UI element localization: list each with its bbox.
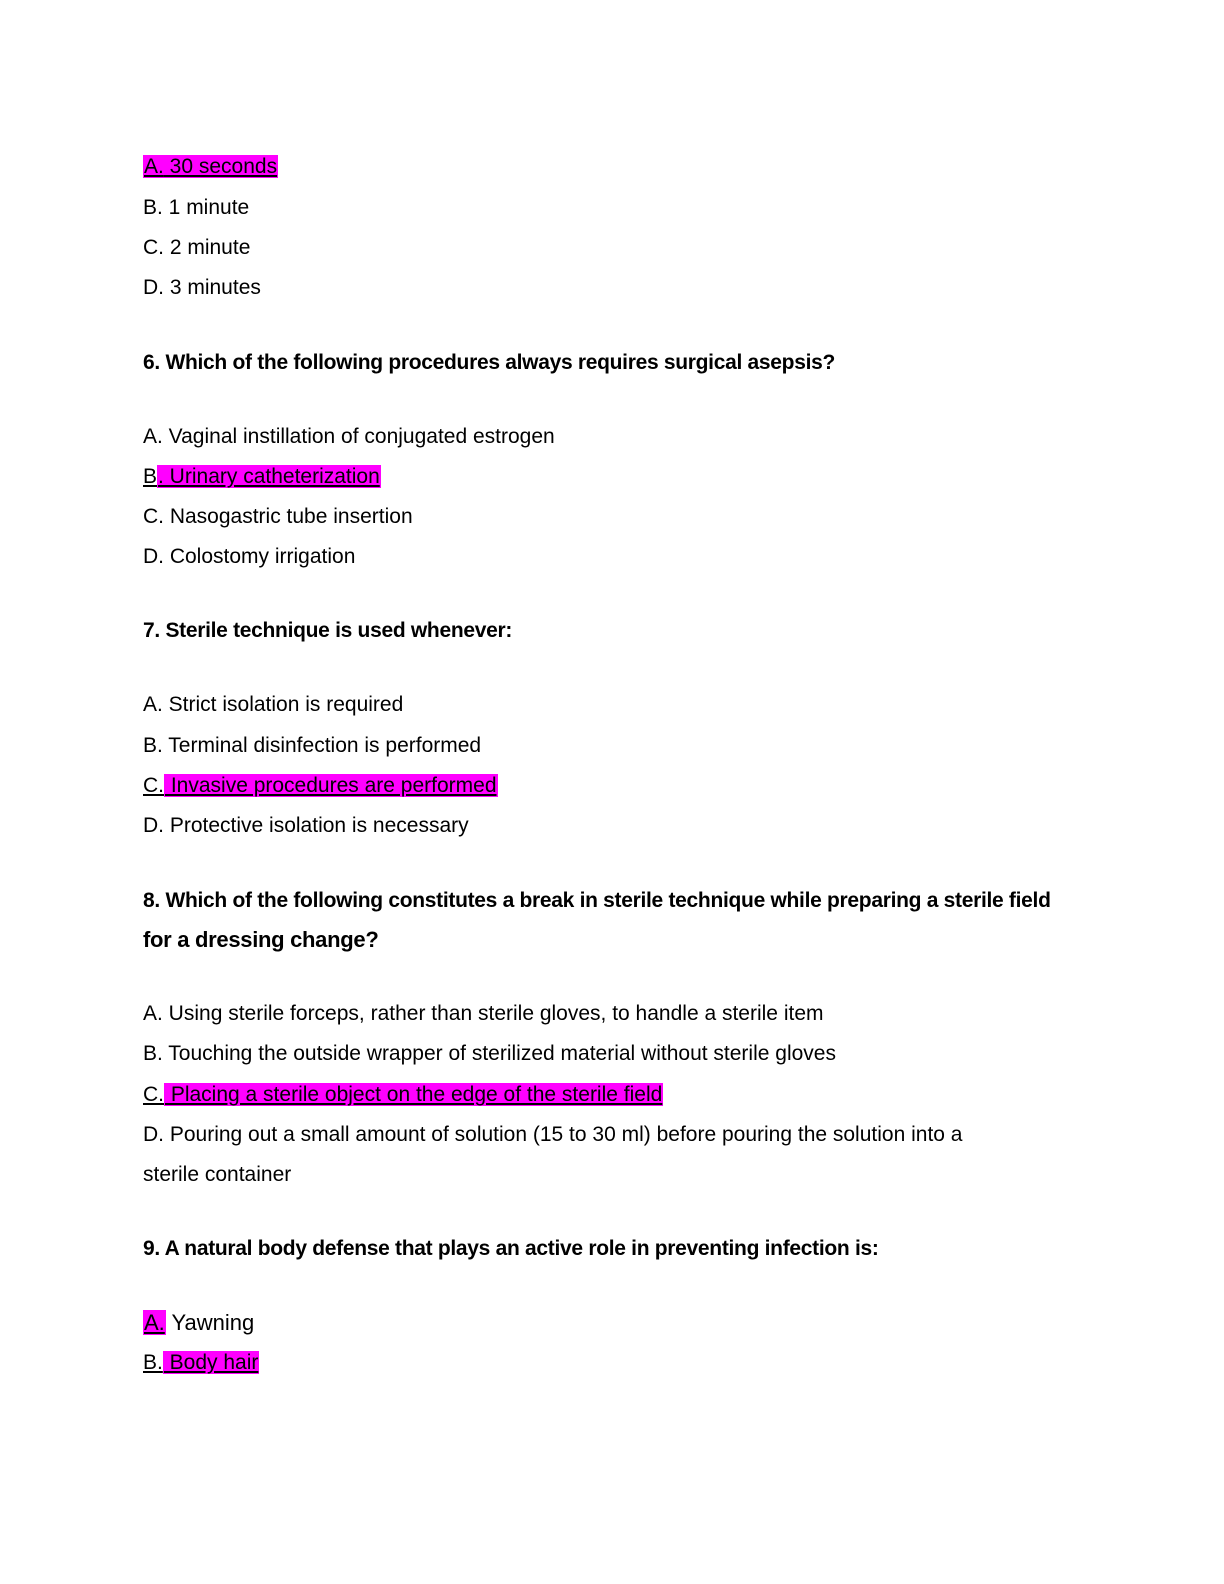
q5-option-c: C. 2 minute xyxy=(143,236,251,259)
q5-option-d: D. 3 minutes xyxy=(143,276,261,299)
q6-option-b: B. Urinary catheterization xyxy=(143,465,380,488)
q8-option-c: C. Placing a sterile object on the edge of the sterile field xyxy=(143,1083,663,1106)
q6-option-a: A. Vaginal instillation of conjugated estrogen xyxy=(143,425,555,448)
q8-question-line1: 8. Which of the following constitutes a break in sterile technique while preparing a sterile field xyxy=(143,889,1051,912)
q5-option-b: B. 1 minute xyxy=(143,196,250,219)
q9-option-b: B. Body hair xyxy=(143,1351,259,1374)
q8-question-line2: for a dressing change? xyxy=(143,927,379,952)
q8-option-d: D. Pouring out a small amount of solution (15 to 30 ml) before pouring the solution into a xyxy=(143,1123,963,1146)
q7-option-c: C. Invasive procedures are performed xyxy=(143,774,497,797)
q9-option-a: A. Yawning xyxy=(144,1310,255,1335)
q7-option-a: A. Strict isolation is required xyxy=(143,693,404,716)
q7-option-b: B. Terminal disinfection is performed xyxy=(143,734,482,757)
highlight-mark: Placing a sterile object on the edge of the sterile field xyxy=(165,1083,663,1106)
q7-question: 7. Sterile technique is used whenever: xyxy=(143,619,513,642)
q8-option-d-continuation: sterile container xyxy=(143,1163,292,1186)
highlight-mark: Invasive procedures are performed xyxy=(165,774,497,797)
q6-option-d: D. Colostomy irrigation xyxy=(143,545,356,568)
q7-option-d: D. Protective isolation is necessary xyxy=(143,814,469,837)
highlight-mark: A. xyxy=(144,1310,165,1335)
q8-option-b: B. Touching the outside wrapper of sterilized material without sterile gloves xyxy=(143,1042,836,1065)
highlight-mark: . Urinary catheterization xyxy=(158,465,380,488)
highlight-mark: Body hair xyxy=(163,1351,259,1374)
q5-option-a xyxy=(143,156,278,177)
q8-option-a: A. Using sterile forceps, rather than sterile gloves, to handle a sterile item xyxy=(143,1002,824,1025)
highlight-mark: A. 30 seconds xyxy=(144,155,278,178)
q6-option-c: C. Nasogastric tube insertion xyxy=(143,505,413,528)
q9-question: 9. A natural body defense that plays an active role in preventing infection is: xyxy=(143,1237,879,1260)
q6-question: 6. Which of the following procedures always requires surgical asepsis? xyxy=(143,351,836,374)
